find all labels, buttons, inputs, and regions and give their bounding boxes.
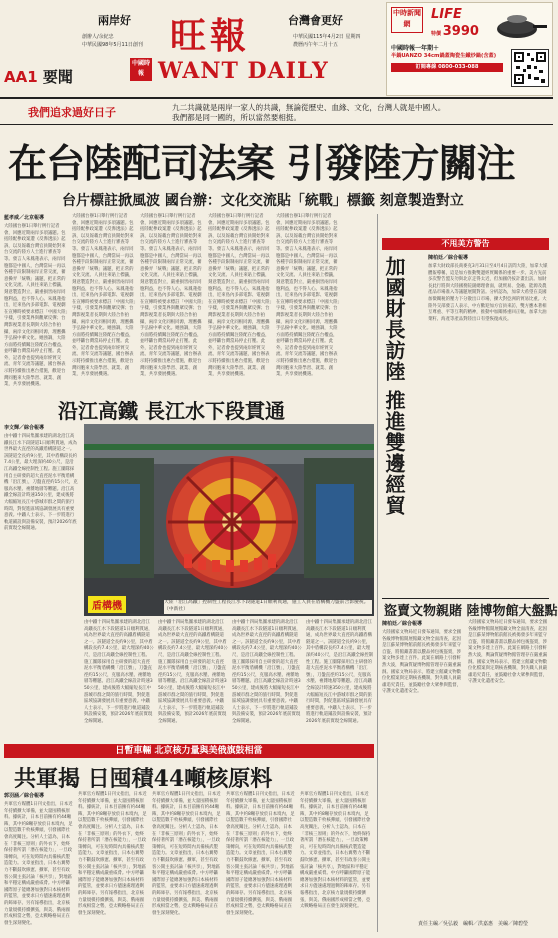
rail-body-left: 由中鐵十四局集團承建的湖北沿江高鐵長江水下段隧道1日順利貫通，成為世界最大直徑的高鐵盾構隧道之一。該隧道全長約9公里，其中盾構段長約7.4公里，最大埋深約40公尺，是沿江高鐵全線控制性工程。施工團隊採用自主研發的超大直徑泥水平衡盾構機「沿江號」，刀盤直徑約15公尺，克服高水壓、複雜地層等難題。沿江高鐵全線設計時速350公里，建成後將大幅縮短長江中游城市群之間的旅行時間，對促進區域協調發展具有重要意義。中鐵人士表示，下一步將進行軌道鋪設與設備安裝，預計2026年底前實現全線開通。 [4, 434, 78, 532]
canada-body: 加拿大財政部長商麥克3月31日至4月4日訪問大陸，加拿大媒體報導稱，這是加方推動雙邊經貿關係的重要一步。美方先前多次警告盟友勿與北京走得太近，但加國仍按計畫出訪。加財長此行將與大陸國務院副總理會面，就貿易、金融、能源及農產品市場准入等議題展開對話。分析認為，加拿大希望在美國加徵關稅的壓力下分散出口市場，擴大對亞洲的貿易比重。大陸外交部發言人表示，中方歡迎加方官員來訪，雙方應本著相互尊重、平等互利的精神，推動中加關係重回正軌。加拿大油菜籽、海產等產品對陸出口有望恢復成長。 [428, 264, 548, 322]
japan-byline: 郭羽涵／綜合報導 [4, 793, 45, 799]
canada-headline: 加國財長訪陸 推進雙邊經貿 [382, 256, 406, 516]
canada-byline: 陳柏廷／綜合報導 [428, 255, 469, 261]
japan-body-col-3: 共軍官方媒體1日刊文指出，日本近年持續擴大軍備，並大量囤積核原料。據統計，日本目前擁有約44噸鈽，其中約8噸存放於日本境內，足以製造數千枚核彈頭，引發國際社會高度關注。分析人士認為，日本在「非核三原則」的外衣下，始終保持著所謂「潛在核能力」，一旦政策轉向，可在短時間內具備核武製造能力。文章並指出，日本右翼勢力不斷鼓吹修憲、擴軍，甚至有政客公開主張討論「核共享」，對地區和平穩定構成嚴重威脅。中方呼籲國際原子能總署加強對日本核材料的監管，並要求日方儘速處理過剩的鈽庫存。另有報導指出，北京核力量規模持續擴張，與美、俄兩國形成相當之勢，亞太戰略格局正在發生深刻變化。 [152, 792, 221, 916]
ad-brand-badge: 中時新聞網 [391, 7, 423, 33]
wok-pan-image [495, 7, 547, 41]
ad-line-1: 中國時報一年期＋ [391, 45, 440, 52]
photo-badge: 盾構機 [88, 596, 126, 613]
rail-story [4, 424, 374, 726]
japan-body-col-5: 共軍官方媒體1日刊文指出，日本近年持續擴大軍備，並大量囤積核原料。據統計，日本目前擁有約44噸鈽，其中約8噸存放於日本境內，足以製造數千枚核彈頭，引發國際社會高度關注。分析人士認為，日本在「非核三原則」的外衣下，始終保持著所謂「潛在核能力」，一旦政策轉向，可在短時間內具備核武製造能力。文章並指出，日本右翼勢力不斷鼓吹修憲、擴軍，甚至有政客公開主張討論「核共享」，對地區和平穩定構成嚴重威脅。中方呼籲國際原子能總署加強對日本核材料的監管，並要求日方儘速處理過剩的鈽庫存。另有報導指出，北京核力量規模持續擴張，與美、俄兩國形成相當之勢，亞太戰略格局正在發生深刻變化。 [300, 792, 371, 910]
logo-english: WANT DAILY [158, 58, 329, 84]
rail-byline: 李文輝／綜合報導 [4, 425, 45, 431]
motto-divider [0, 124, 553, 125]
lead-story [4, 214, 374, 388]
right-topic-bar: 不甩美方警告 [382, 238, 549, 250]
ad-price: 特價 3990 [431, 24, 479, 39]
right-story-divider [382, 598, 549, 599]
masthead [0, 0, 553, 96]
museum-story [382, 620, 550, 914]
japan-topic-bar: 日暫車輛 北京核力量與美俄旗鼓相當 [4, 744, 374, 758]
motto-strip [0, 100, 553, 122]
japan-headline: 共軍揭 日囤積44噸核原料 [14, 766, 273, 792]
rail-body-col-2: 由中鐵十四局集團承建的湖北沿江高鐵長江水下段隧道1日順利貫通，成為世界最大直徑的高鐵盾構隧道之一。該隧道全長約9公里，其中盾構段長約7.4公里，最大埋深約40公尺，是沿江高鐵全線控制性工程。施工團隊採用自主研發的超大直徑泥水平衡盾構機「沿江號」，刀盤直徑約15公尺，克服高水壓、複雜地層等難題。沿江高鐵全線設計時速350公里，建成後將大幅縮短長江中游城市群之間的旅行時間，對促進區域協調發展具有重要意義。中鐵人士表示，下一步將進行軌道鋪設與設備安裝，預計2026年底前實現全線開通。 [84, 620, 154, 724]
japan-story [4, 792, 374, 932]
quote-line-1: 九二共識就是兩岸一家人的共識，無論從歷史、血緣、文化，台灣人就是中國人。 [172, 103, 446, 112]
masthead-slogan-right: 台灣會更好 [288, 14, 343, 27]
lead-body-col-3: 大陸國台辦1日舉行例行記者會，回應近期兩岸多項議題。包括陸配參政案遭《反滲透法》起訴，以及報載台灣官員開始對來台交流的陸方人士進行審查等等。發言人朱鳳蓮表示，兩岸同胞都是中國人，台灣當局一再以各種手段限制兩岸正常交流，蓄意操弄「統戰」議題，把正常的文化交流、人員往來貼上標籤，刻意製造對立，嚴重損害兩岸同胞利益，也不得人心。朱鳳蓮指出，近來島內多部電影、電視劇在宣傳時被要求標註「中國大陸」字樣，引發業界與觀眾反彈；台灣影視業者長期與大陸合作拍攝，兩岸文化同根同源，理應攜手弘揚中華文化。她強調，大陸方面將持續關注陸配在台權益，並呼籲台灣當局停止打壓。此外，記者會也提到兩岸經貿交流、青年交流等議題，國台辦表示將持續推出惠台措施，歡迎台灣同胞來大陸學習、就業、創業，共享發展機遇。 [140, 214, 204, 378]
photo-caption: 大陸「沿江高鐵」控制性工程長江水下段隧道1日順利貫通，施工人員在盾構機刀盤前合影慶祝。（中新社） [164, 600, 372, 614]
ad-product-logo: LIFE [431, 7, 462, 22]
rail-body-col-4: 由中鐵十四局集團承建的湖北沿江高鐵長江水下段隧道1日順利貫通，成為世界最大直徑的高鐵盾構隧道之一。該隧道全長約9公里，其中盾構段長約7.4公里，最大埋深約40公尺，是沿江高鐵全線控制性工程。施工團隊採用自主研發的超大直徑泥水平衡盾構機「沿江號」，刀盤直徑約15公尺，克服高水壓、複雜地層等難題。沿江高鐵全線設計時速350公里，建成後將大幅縮短長江中游城市群之間的旅行時間，對促進區域協調發展具有重要意義。中鐵人士表示，下一步將進行軌道鋪設與設備安裝，預計2026年底前實現全線開通。 [232, 620, 302, 724]
museum-headline: 盜賣文物親賭 陸博物館大盤點 [384, 604, 558, 619]
japan-body-col-1: 共軍官方媒體1日刊文指出，日本近年持續擴大軍備，並大量囤積核原料。據統計，日本目前擁有約44噸鈽，其中約8噸存放於日本境內，足以製造數千枚核彈頭，引發國際社會高度關注。分析人士認為，日本在「非核三原則」的外衣下，始終保持著所謂「潛在核能力」，一旦政策轉向，可在短時間內具備核武製造能力。文章並指出，日本右翼勢力不斷鼓吹修憲、擴軍，甚至有政客公開主張討論「核共享」，對地區和平穩定構成嚴重威脅。中方呼籲國際原子能總署加強對日本核材料的監管，並要求日方儘速處理過剩的鈽庫存。另有報導指出，北京核力量規模持續擴張，與美、俄兩國形成相當之勢，亞太戰略格局正在發生深刻變化。 [4, 802, 73, 926]
lead-body-col-1: 大陸國台辦1日舉行例行記者會，回應近期兩岸多項議題。包括陸配參政案遭《反滲透法》起訴，以及報載台灣官員開始對來台交流的陸方人士進行審查等等。發言人朱鳳蓮表示，兩岸同胞都是中國人，台灣當局一再以各種手段限制兩岸正常交流，蓄意操弄「統戰」議題，把正常的文化交流、人員往來貼上標籤，刻意製造對立，嚴重損害兩岸同胞利益，也不得人心。朱鳳蓮指出，近來島內多部電影、電視劇在宣傳時被要求標註「中國大陸」字樣，引發業界與觀眾反彈；台灣影視業者長期與大陸合作拍攝，兩岸文化同根同源，理應攜手弘揚中華文化。她強調，大陸方面將持續關注陸配在台權益，並呼籲台灣當局停止打壓。此外，記者會也提到兩岸經貿交流、青年交流等議題，國台辦表示將持續推出惠台措施，歡迎台灣同胞來大陸學習、就業、創業，共享發展機遇。 [4, 224, 68, 388]
tunnel-boring-photo [84, 424, 374, 616]
masthead-divider [0, 97, 553, 99]
canada-story [380, 254, 550, 594]
ad-line-2: 半鍋UANZO 34cm鍋蓋陶瓷生鐵炒鍋(含蓋) [391, 53, 497, 59]
pub-info-right: 中華民國115年4月2日 星期四 農曆丙午年二月十五 [293, 34, 361, 48]
rail-body-col-3: 由中鐵十四局集團承建的湖北沿江高鐵長江水下段隧道1日順利貫通，成為世界最大直徑的高鐵盾構隧道之一。該隧道全長約9公里，其中盾構段長約7.4公里，最大埋深約40公尺，是沿江高鐵全線控制性工程。施工團隊採用自主研發的超大直徑泥水平衡盾構機「沿江號」，刀盤直徑約15公尺，克服高水壓、複雜地層等難題。沿江高鐵全線設計時速350公里，建成後將大幅縮短長江中游城市群之間的旅行時間，對促進區域協調發展具有重要意義。中鐵人士表示，下一步將進行軌道鋪設與設備安裝，預計2026年底前實現全線開通。 [158, 620, 228, 724]
quote-line-2: 我們都是同一國的，所以當然要相挺。 [172, 113, 302, 122]
china-times-seal: 中國時報 [130, 58, 152, 81]
logo-chinese: 旺報 [170, 15, 251, 57]
motto: 我們追求過好日子 [28, 106, 116, 119]
rail-body-col-5: 由中鐵十四局集團承建的湖北沿江高鐵長江水下段隧道1日順利貫通，成為世界最大直徑的高鐵盾構隧道之一。該隧道全長約9公里，其中盾構段長約7.4公里，最大埋深約40公尺，是沿江高鐵全線控制性工程。施工團隊採用自主研發的超大直徑泥水平衡盾構機「沿江號」，刀盤直徑約15公尺，克服高水壓、複雜地層等難題。沿江高鐵全線設計時速350公里，建成後將大幅縮短長江中游城市群之間的旅行時間，對促進區域協調發展具有重要意義。中鐵人士表示，下一步將進行軌道鋪設與設備安裝，預計2026年底前實現全線開通。 [306, 620, 374, 724]
japan-body-col-2: 共軍官方媒體1日刊文指出，日本近年持續擴大軍備，並大量囤積核原料。據統計，日本目前擁有約44噸鈽，其中約8噸存放於日本境內，足以製造數千枚核彈頭，引發國際社會高度關注。分析人士認為，日本在「非核三原則」的外衣下，始終保持著所謂「潛在核能力」，一旦政策轉向，可在短時間內具備核武製造能力。文章並指出，日本右翼勢力不斷鼓吹修憲、擴軍，甚至有政客公開主張討論「核共享」，對地區和平穩定構成嚴重威脅。中方呼籲國際原子能總署加強對日本核材料的監管，並要求日方儘速處理過剩的鈽庫存。另有報導指出，北京核力量規模持續擴張，與美、俄兩國形成相當之勢，亞太戰略格局正在發生深刻變化。 [78, 792, 147, 916]
page-credits: 責任主編／吳弘毅 編輯／洪嘉惠 美編／陳碧瑩 [418, 921, 529, 927]
rail-headline: 沿江高鐵 長江水下段貫通 [58, 399, 285, 423]
lead-subheadline: 台片標註掀風波 國台辦：文化交流貼「統戰」標籤 刻意製造對立 [62, 193, 464, 209]
masthead-slogan-left: 兩岸好 [98, 14, 131, 27]
japan-body-col-4: 共軍官方媒體1日刊文指出，日本近年持續擴大軍備，並大量囤積核原料。據統計，日本目前擁有約44噸鈽，其中約8噸存放於日本境內，足以製造數千枚核彈頭，引發國際社會高度關注。分析人士認為，日本在「非核三原則」的外衣下，始終保持著所謂「潛在核能力」，一旦政策轉向，可在短時間內具備核武製造能力。文章並指出，日本右翼勢力不斷鼓吹修憲、擴軍，甚至有政客公開主張討論「核共享」，對地區和平穩定構成嚴重威脅。中方呼籲國際原子能總署加強對日本核材料的監管，並要求日方儘速處理過剩的鈽庫存。另有報導指出，北京核力量規模持續擴張，與美、俄兩國形成相當之勢，亞太戰略格局正在發生深刻變化。 [226, 792, 295, 916]
lead-body-col-2: 大陸國台辦1日舉行例行記者會，回應近期兩岸多項議題。包括陸配參政案遭《反滲透法》起訴，以及報載台灣官員開始對來台交流的陸方人士進行審查等等。發言人朱鳳蓮表示，兩岸同胞都是中國人，台灣當局一再以各種手段限制兩岸正常交流，蓄意操弄「統戰」議題，把正常的文化交流、人員往來貼上標籤，刻意製造對立，嚴重損害兩岸同胞利益，也不得人心。朱鳳蓮指出，近來島內多部電影、電視劇在宣傳時被要求標註「中國大陸」字樣，引發業界與觀眾反彈；台灣影視業者長期與大陸合作拍攝，兩岸文化同根同源，理應攜手弘揚中華文化。她強調，大陸方面將持續關注陸配在台權益，並呼籲台灣當局停止打壓。此外，記者會也提到兩岸經貿交流、青年交流等議題，國台辦表示將持續推出惠台措施，歡迎台灣同胞來大陸學習、就業、創業，共享發展機遇。 [72, 214, 136, 378]
lead-body-col-4: 大陸國台辦1日舉行例行記者會，回應近期兩岸多項議題。包括陸配參政案遭《反滲透法》起訴，以及報載台灣官員開始對來台交流的陸方人士進行審查等等。發言人朱鳳蓮表示，兩岸同胞都是中國人，台灣當局一再以各種手段限制兩岸正常交流，蓄意操弄「統戰」議題，把正常的文化交流、人員往來貼上標籤，刻意製造對立，嚴重損害兩岸同胞利益，也不得人心。朱鳳蓮指出，近來島內多部電影、電視劇在宣傳時被要求標註「中國大陸」字樣，引發業界與觀眾反彈；台灣影視業者長期與大陸合作拍攝，兩岸文化同根同源，理應攜手弘揚中華文化。她強調，大陸方面將持續關注陸配在台權益，並呼籲台灣當局停止打壓。此外，記者會也提到兩岸經貿交流、青年交流等議題，國台辦表示將持續推出惠台措施，歡迎台灣同胞來大陸學習、就業、創業，共享發展機遇。 [208, 214, 272, 378]
ad-subscribe-line[interactable]: 訂閱專線 0800-033-088 [391, 63, 503, 72]
museum-byline: 陳柏廷／綜合報導 [382, 621, 423, 627]
section-code: AA1 要聞 [4, 68, 73, 86]
museum-body-col-1: 大陸國家文物局近日發布通知，要求全國各級博物館開展館藏文物全面清查，起因是江蘇某博物館前館長被揭發多年來監守自盜，將館藏書畫以贗品掉包後盜賣，涉案文物多達上百件。此案在網路上引發軒然大波，輿論質疑博物館管理存在嚴重漏洞。國家文物局表示，將建立館藏文物數位化檔案與定期核查機制，對失職人員嚴肅追究責任，並鼓勵社會大眾參與監督，守護文化遺產安全。 [382, 630, 462, 695]
column-divider [377, 214, 378, 932]
pub-info-left: 創辦人/余紀忠 中華民國98年5月11日創刊 [82, 34, 143, 48]
qr-code[interactable] [511, 49, 549, 87]
museum-body-col-2: 大陸國家文物局近日發布通知，要求全國各級博物館開展館藏文物全面清查，起因是江蘇某博物館前館長被揭發多年來監守自盜，將館藏書畫以贗品掉包後盜賣，涉案文物多達上百件。此案在網路上引發軒然大波，輿論質疑博物館管理存在嚴重漏洞。國家文物局表示，將建立館藏文物數位化檔案與定期核查機制，對失職人員嚴肅追究責任，並鼓勵社會大眾參與監督，守護文化遺產安全。 [468, 620, 548, 685]
lead-byline: 藍孝威／北京報導 [4, 215, 45, 221]
lead-headline: 在台陸配司法案 引發陸方關注 [8, 141, 515, 187]
ad-box[interactable] [386, 2, 553, 96]
lead-body-col-5: 大陸國台辦1日舉行例行記者會，回應近期兩岸多項議題。包括陸配參政案遭《反滲透法》起訴，以及報載台灣官員開始對來台交流的陸方人士進行審查等等。發言人朱鳳蓮表示，兩岸同胞都是中國人，台灣當局一再以各種手段限制兩岸正常交流，蓄意操弄「統戰」議題，把正常的文化交流、人員往來貼上標籤，刻意製造對立，嚴重損害兩岸同胞利益，也不得人心。朱鳳蓮指出，近來島內多部電影、電視劇在宣傳時被要求標註「中國大陸」字樣，引發業界與觀眾反彈；台灣影視業者長期與大陸合作拍攝，兩岸文化同根同源，理應攜手弘揚中華文化。她強調，大陸方面將持續關注陸配在台權益，並呼籲台灣當局停止打壓。此外，記者會也提到兩岸經貿交流、青年交流等議題，國台辦表示將持續推出惠台措施，歡迎台灣同胞來大陸學習、就業、創業，共享發展機遇。 [276, 214, 340, 378]
